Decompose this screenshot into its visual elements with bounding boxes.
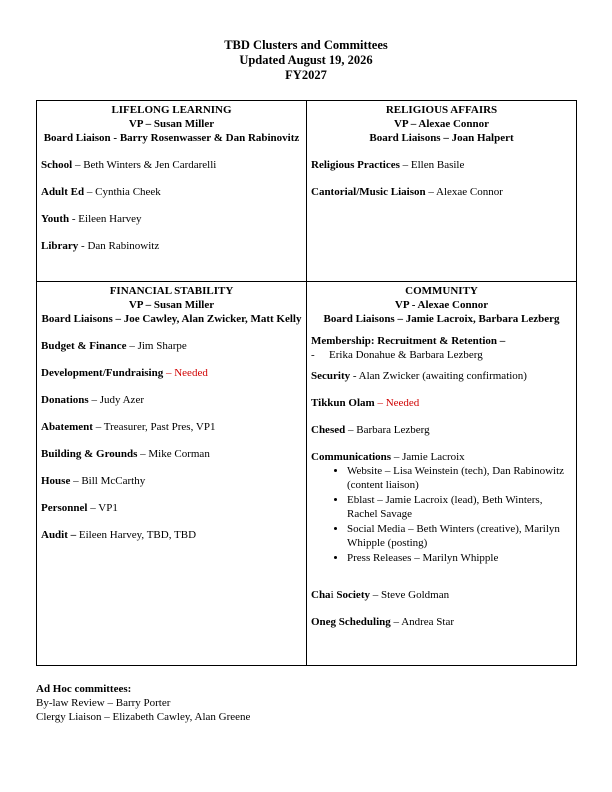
separator: – (163, 367, 175, 379)
committee-entry (311, 588, 572, 602)
committee-entry (41, 447, 302, 461)
separator: - (69, 213, 79, 225)
committee-label: Budget & Finance (41, 340, 127, 352)
doc-fiscal-year: FY2027 (285, 68, 327, 82)
committee-label: Security (311, 370, 351, 382)
committee-label: Adult Ed (41, 186, 85, 198)
separator: - (350, 370, 359, 382)
doc-updated-date: Updated August 19, 2026 (239, 53, 373, 67)
separator: - (78, 240, 88, 252)
committee-value: Alexae Connor (436, 186, 503, 198)
separator: – (391, 451, 403, 463)
committee-value: Andrea Star (401, 616, 455, 628)
membership-entry (311, 334, 572, 362)
committee-label: Audit – (41, 529, 77, 541)
financial-heading (41, 284, 302, 326)
committee-entry (41, 185, 302, 199)
committee-value: Alan Zwicker (awaiting confirmation) (358, 370, 527, 382)
committee-label: Building & Grounds (41, 448, 138, 460)
cluster-vp: VP – Susan Miller (128, 118, 215, 130)
separator: – (88, 394, 100, 406)
committee-entry (311, 396, 572, 410)
separator: – (72, 159, 84, 171)
committee-entry (41, 212, 302, 226)
adhoc-title: Ad Hoc committees: (36, 683, 132, 695)
cluster-liaison: Board Liaisons – Jamie Lacroix, Barbara Lezberg (323, 313, 560, 325)
committee-entry (41, 420, 302, 434)
committee-label: Membership: Recruitment & Retention – (311, 335, 506, 347)
committee-value: Steve Goldman (380, 589, 450, 601)
document-header (0, 38, 612, 83)
committee-value: Mike Corman (148, 448, 210, 460)
committee-label-c: Society (333, 589, 370, 601)
cluster-vp: VP – Susan Miller (128, 299, 215, 311)
committee-entry (311, 615, 572, 629)
committee-entry (41, 366, 302, 380)
committee-entry (311, 185, 572, 199)
committee-value: Eileen Harvey, TBD, TBD (78, 529, 197, 541)
separator: – (369, 589, 381, 601)
committee-label: Development/Fundraising (41, 367, 164, 379)
committee-label: Cantorial/Music Liaison (311, 186, 426, 198)
committee-entry (41, 474, 302, 488)
committee-value: Jamie Lacroix (402, 451, 465, 463)
committee-label-b: i (330, 589, 334, 601)
community-heading (311, 284, 572, 326)
separator: – (84, 186, 96, 198)
cluster-liaison: Board Liaisons – Joan Halpert (369, 132, 514, 144)
committee-label: Youth (41, 213, 70, 225)
communications-item: • Press Releases – Marilyn Whipple (347, 551, 572, 565)
separator: – (92, 421, 104, 433)
cell-lifelong-learning (37, 101, 307, 282)
committee-label: Oneg Scheduling (311, 616, 391, 628)
membership-list (311, 348, 572, 362)
committee-value: Dan Rabinowitz (87, 240, 160, 252)
committee-value: Eileen Harvey (78, 213, 142, 225)
lifelong-heading (41, 103, 302, 145)
committee-label: Abatement (41, 421, 93, 433)
committee-label: Library (41, 240, 79, 252)
committee-value: Ellen Basile (410, 159, 465, 171)
cluster-title: FINANCIAL STABILITY (109, 285, 234, 297)
clusters-table (36, 100, 577, 666)
committee-value: Bill McCarthy (81, 475, 146, 487)
committee-value: Beth Winters & Jen Cardarelli (83, 159, 217, 171)
cluster-liaison: Board Liaisons – Joe Cawley, Alan Zwicker, Matt Kelly (41, 313, 302, 325)
separator: – (87, 502, 99, 514)
adhoc-line: Clergy Liaison – Elizabeth Cawley, Alan Greene (36, 711, 251, 723)
cell-religious-affairs (307, 101, 577, 282)
committee-value: VP1 (98, 502, 118, 514)
cell-community (307, 282, 577, 666)
committee-label: School (41, 159, 73, 171)
committee-value: Jim Sharpe (137, 340, 187, 352)
committee-label: Donations (41, 394, 89, 406)
committee-value: Cynthia Cheek (95, 186, 161, 198)
committee-value: Treasurer, Past Pres, VP1 (103, 421, 216, 433)
membership-member: - Erika Donahue & Barbara Lezberg (329, 348, 572, 362)
separator: – (137, 448, 149, 460)
religious-heading (311, 103, 572, 145)
committee-value: Judy Azer (99, 394, 144, 406)
committee-entry (41, 239, 302, 253)
separator: – (70, 475, 82, 487)
committee-entry (41, 528, 302, 542)
cell-financial-stability (37, 282, 307, 666)
committee-label: Communications (311, 451, 392, 463)
committee-value: Barbara Lezberg (356, 424, 430, 436)
committee-label-a: Cha (311, 589, 331, 601)
committee-entry (311, 158, 572, 172)
committee-label: Tikkun Olam (311, 397, 375, 409)
committee-entry (41, 339, 302, 353)
separator: – (425, 186, 436, 198)
separator: – (345, 424, 357, 436)
committee-label: Chesed (311, 424, 346, 436)
separator: – (374, 397, 386, 409)
needed-status: Needed (174, 367, 208, 379)
cluster-vp: VP – Alexae Connor (393, 118, 490, 130)
committee-entry (311, 369, 572, 383)
adhoc-line: By-law Review – Barry Porter (36, 697, 171, 709)
communications-item: • Eblast – Jamie Lacroix (lead), Beth Winters, Rachel Savage (347, 493, 572, 521)
separator: – (126, 340, 138, 352)
cluster-vp: VP - Alexae Connor (394, 299, 489, 311)
committee-entry (311, 423, 572, 437)
adhoc-section (36, 682, 250, 724)
committee-entry (41, 158, 302, 172)
cluster-title: LIFELONG LEARNING (111, 104, 232, 116)
committee-entry (41, 393, 302, 407)
needed-status: Needed (385, 397, 420, 409)
doc-title: TBD Clusters and Committees (224, 38, 388, 52)
committee-label: House (41, 475, 71, 487)
committee-label: Personnel (41, 502, 88, 514)
separator: – (399, 159, 411, 171)
cluster-liaison: Board Liaison - Barry Rosenwasser & Dan Rabinovitz (43, 132, 300, 144)
communications-item: • Social Media – Beth Winters (creative), Marilyn Whipple (posting) (347, 522, 572, 550)
committee-label: Religious Practices (311, 159, 400, 171)
cluster-title: COMMUNITY (405, 285, 478, 297)
cluster-title: RELIGIOUS AFFAIRS (385, 104, 498, 116)
separator: – (390, 616, 402, 628)
communications-entry (311, 450, 572, 565)
committee-entry (41, 501, 302, 515)
communications-list (311, 464, 572, 565)
communications-item: • Website – Lisa Weinstein (tech), Dan Rabinowitz (content liaison) (347, 464, 572, 492)
